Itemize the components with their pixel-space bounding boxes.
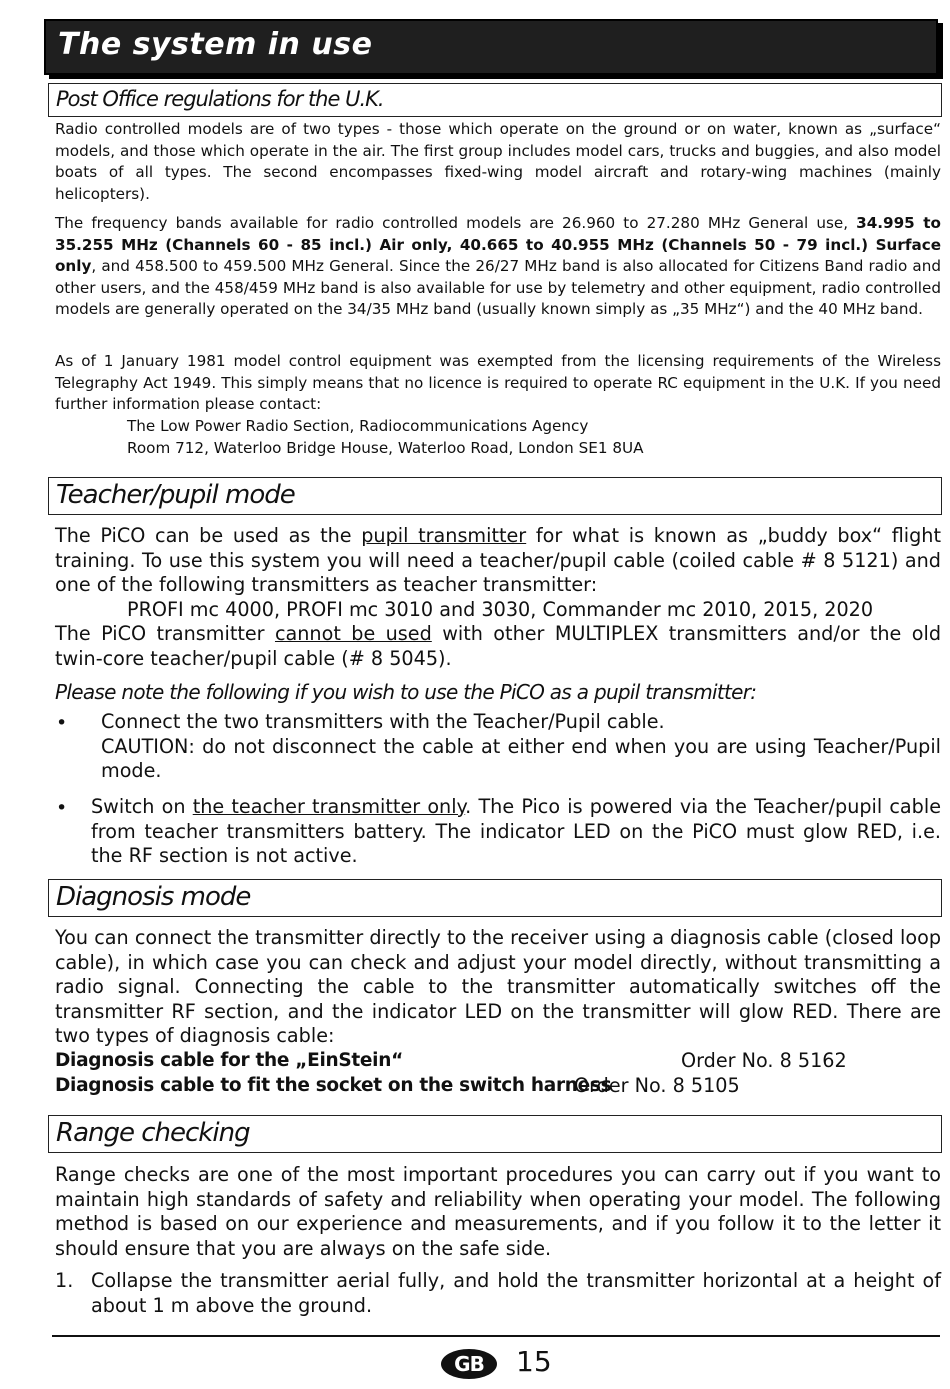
bullet-1-caution: CAUTION: do not disconnect the cable at either end when you are using Teacher/Pupil mode. — [101, 734, 941, 782]
post-office-paragraph-1: Radio controlled models are of two types - those which operate on the ground or on water, known as „surface“ models, and those which operate in the air. The first group includes model cars, trucks and buggies, and also model boats of all types. The second encompasses fixed-wing model aircraft and rotary-wing machines (mainly helicopters). — [55, 120, 941, 203]
section-heading-diagnosis — [48, 879, 942, 917]
diagnosis-paragraph: You can connect the transmitter directly to the receiver using a diagnosis cable (closed loop cable), in which case you can check and adjust your model directly, without transmitting a radio signal. Connecting the cable to the transmitter automatically switches off the transmitter RF section, and the indicator LED on the transmitter will glow RED. There are two types of diagnosis cable: — [55, 926, 941, 1047]
teacher-only-underlined: the teacher transmitter only — [192, 795, 466, 818]
post-office-paragraph-2 — [55, 213, 941, 321]
bullet-2-text: . The Pico is powered via the Teacher/pupil cable from teacher transmitters battery. The indicator LED on the PiCO must glow RED, i.e. the RF section is not active. — [91, 795, 941, 867]
teacher-text: The PiCO transmitter — [55, 622, 275, 645]
bullet-1-line: Connect the two transmitters with the Teacher/Pupil cable. — [101, 710, 665, 733]
frequency-text-end: , and 458.500 to 459.500 MHz General. Since the 26/27 MHz band is also allocated for Citizens Band radio and other users, and the 458/459 MHz band is also available for use by telemetry and other equipment, radio controlled models are generally operated on the 34/35 MHz band (usually known simply as „35 MHz“) and the 40 MHz band. — [55, 257, 941, 318]
footer-divider — [52, 1335, 940, 1337]
teacher-transmitter-list: PROFI mc 4000, PROFI mc 3010 and 3030, Commander mc 2010, 2015, 2020 — [127, 598, 874, 621]
teacher-paragraph-2 — [55, 622, 941, 671]
frequency-text: The frequency bands available for radio controlled models are 26.960 to 27.280 MHz General use, — [55, 214, 857, 232]
page-number: 15 — [516, 1345, 552, 1378]
section-heading-text: Post Office regulations for the U.K. — [56, 87, 384, 111]
section-heading-post-office — [48, 83, 942, 117]
section-heading-range-checking — [48, 1115, 942, 1153]
section-heading-text: Diagnosis mode — [56, 882, 251, 912]
page-title: The system in use — [58, 27, 373, 62]
pupil-transmitter-underlined: pupil transmitter — [361, 524, 527, 547]
teacher-text: with other MULTIPLEX transmitters and/or the old twin-core teacher/pupil cable (# 8 5045). — [55, 622, 941, 670]
bullet-item-1 — [101, 710, 941, 784]
diagnosis-cable-1-order: Order No. 8 5162 — [681, 1049, 847, 1072]
diagnosis-cable-1-name: Diagnosis cable for the „EinStein“ — [55, 1050, 403, 1071]
bullet-2-text: Switch on — [91, 795, 193, 818]
page-title-bar — [44, 19, 938, 75]
cannot-be-used-underlined: cannot be used — [274, 622, 432, 645]
contact-line-2: Room 712, Waterloo Bridge House, Waterloo Road, London SE1 8UA — [127, 439, 644, 457]
bullet-icon: • — [56, 797, 68, 819]
section-heading-text: Range checking — [56, 1118, 250, 1148]
section-heading-text: Teacher/pupil mode — [56, 480, 295, 510]
bullet-item-2 — [91, 795, 941, 869]
diagnosis-cable-2-order: Order No. 8 5105 — [574, 1074, 740, 1097]
contact-line-1: The Low Power Radio Section, Radiocommunications Agency — [127, 417, 589, 435]
range-paragraph: Range checks are one of the most important procedures you can carry out if you want to maintain high standards of safety and reliability when operating your model. The following method is based on our experience and measurements, and if you follow it to the letter it should ensure that you are always on the safe side. — [55, 1163, 941, 1260]
pupil-note-heading: Please note the following if you wish to use the PiCO as a pupil transmitter: — [55, 680, 757, 704]
section-heading-teacher-pupil — [48, 477, 942, 515]
gb-badge-icon: GB — [441, 1349, 497, 1379]
range-item-1-number: 1. — [55, 1269, 74, 1292]
post-office-paragraph-3: As of 1 January 1981 model control equipment was exempted from the licensing requirements of the Wireless Telegraphy Act 1949. This simply means that no licence is required to operate RC equipment in the U.K. If you need further information please contact: — [55, 352, 941, 413]
teacher-paragraph-1 — [55, 524, 941, 598]
bullet-icon: • — [56, 712, 68, 734]
range-item-1: Collapse the transmitter aerial fully, and hold the transmitter horizontal at a height of about 1 m above the ground. — [91, 1269, 941, 1317]
diagnosis-cable-2-name: Diagnosis cable to fit the socket on the switch harness — [55, 1075, 612, 1096]
teacher-text: The PiCO can be used as the — [55, 524, 362, 547]
frequency-bands-bold: 34.995 to 35.255 MHz (Channels 60 - 85 incl.) Air only, 40.665 to 40.955 MHz (Channels 50 - 79 incl.) Surface only — [55, 214, 941, 275]
teacher-text: for what is known as „buddy box“ flight training. To use this system you will need a teacher/pupil cable (coiled cable # 8 5121) and one of the following transmitters as teacher transmitter: — [55, 524, 941, 596]
